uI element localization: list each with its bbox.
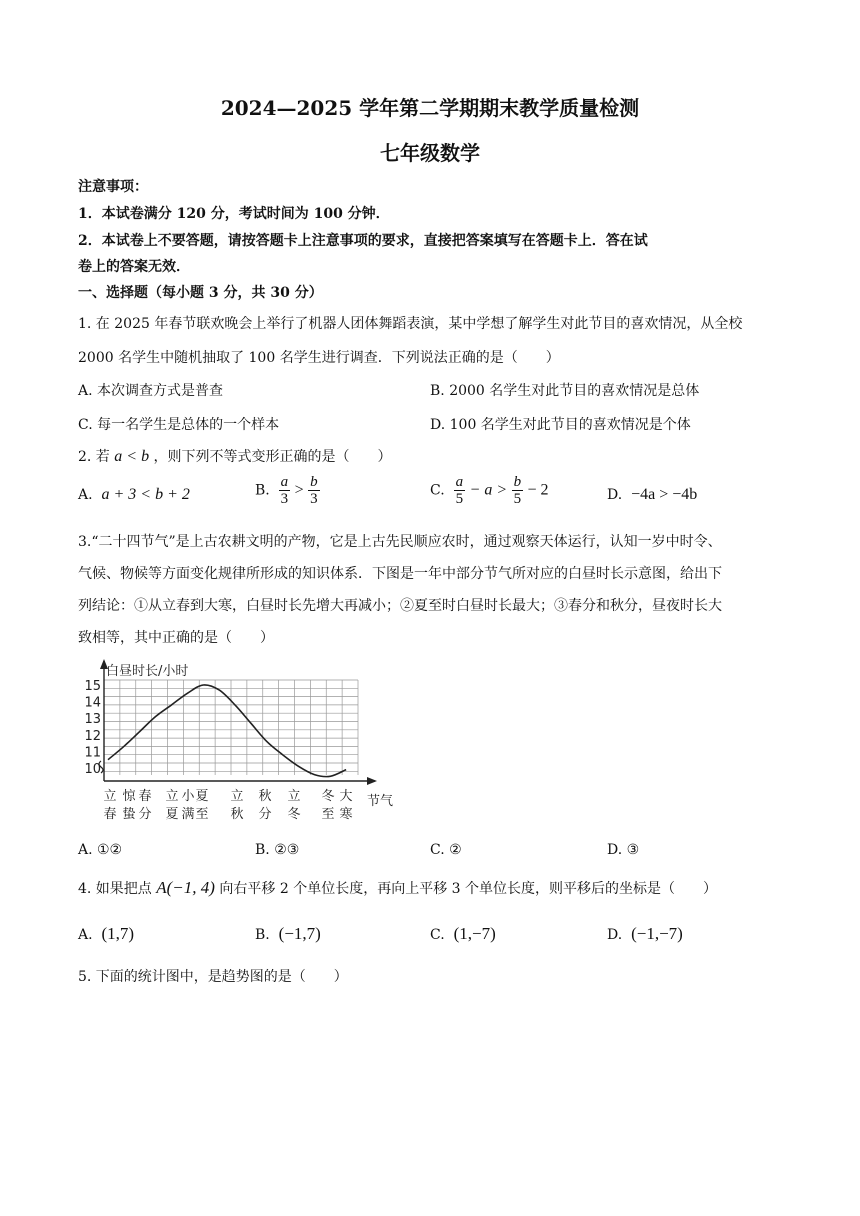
q3-stem-line-3: 列结论：①从立春到大寒，白昼时长先增大再减小；②夏至时白昼时长最大；③春分和秋分，昼夜时长大 — [78, 598, 722, 614]
q4-stem — [78, 878, 717, 898]
chart-grid — [104, 680, 358, 775]
q5-stem: 5. 下面的统计图中，是趋势图的是（ ） — [78, 969, 348, 985]
q4-option-a-expr: (1,7) — [101, 924, 135, 943]
x-tick-label-bottom: 秋 — [230, 807, 244, 822]
q2-option-a-expr: a + 3 < b + 2 — [101, 486, 190, 503]
y-tick-label: 15 — [84, 679, 101, 694]
q3-option-b: B. ②③ — [255, 842, 300, 858]
q2-condition: a < b — [114, 448, 150, 465]
notes-heading: 注意事项： — [78, 179, 148, 195]
q4-option-a — [78, 924, 134, 944]
q2-option-c-den-b: 5 — [513, 491, 522, 507]
y-tick-label: 13 — [84, 712, 101, 728]
section-1-heading: 一、选择题（每小题 3 分，共 30 分） — [78, 285, 323, 301]
q3-stem-line-1: 3.“二十四节气”是上古农耕文明的产物，它是上古先民顺应农时，通过观察天体运行，认知一岁中时令、 — [78, 534, 722, 550]
x-tick-label-bottom: 至 — [321, 807, 335, 822]
q4-option-d-expr: (−1,−7) — [631, 924, 683, 943]
q4-option-c-label: C. — [430, 927, 445, 943]
q1-option-b: B. 2000 名学生对此节目的喜欢情况是总体 — [430, 383, 700, 399]
x-tick-label-top: 立 — [287, 789, 301, 804]
notes-item-2-line-1: 2．本试卷上不要答题，请按答题卡上注意事项的要求，直接把答案填写在答题卡上．答在试 — [78, 233, 648, 249]
x-tick-label-top: 惊 — [122, 789, 136, 804]
q2-option-b-frac-a — [279, 474, 291, 507]
q3-stem-line-2: 气候、物候等方面变化规律所形成的知识体系．下图是一年中部分节气所对应的白昼时长示意图，给出下 — [78, 566, 722, 582]
q2-option-c-num-a: a — [455, 474, 464, 490]
q2-option-c-tail: − 2 — [527, 481, 549, 499]
q2-option-c — [430, 474, 549, 507]
q2-option-b-frac-b — [308, 474, 320, 507]
q1-option-c: C. 每一名学生是总体的一个样本 — [78, 417, 280, 433]
q2-option-d — [607, 486, 697, 504]
q2-option-c-frac-a — [454, 474, 466, 507]
q4-point: A(−1, 4) — [156, 878, 215, 897]
q4-option-c — [430, 924, 496, 944]
q2-option-c-mid: − a > — [469, 481, 508, 499]
q1-option-d: D. 100 名学生对此节目的喜欢情况是个体 — [430, 417, 691, 433]
x-tick-label-top: 立 — [230, 789, 244, 804]
q2-option-c-frac-b — [512, 474, 524, 507]
x-tick-label-bottom: 寒 — [339, 807, 353, 822]
q2-option-a — [78, 486, 190, 504]
q2-option-c-num-b: b — [513, 474, 522, 490]
chart-x-label: 节气 — [367, 794, 394, 809]
q4-option-b-expr: (−1,7) — [278, 924, 321, 943]
page-title: 2024—2025 学年第二学期期末教学质量检测 — [220, 96, 640, 120]
q2-option-b-label: B. — [255, 482, 270, 499]
q2-option-d-expr: −4a > −4b — [631, 486, 698, 503]
q2-stem — [78, 446, 392, 466]
daylight-chart — [70, 655, 410, 830]
x-tick-label-bottom: 至 — [195, 807, 209, 822]
q2-stem-suffix: ，则下列不等式变形正确的是（ ） — [153, 449, 392, 465]
y-tick-label: 14 — [84, 695, 101, 711]
notes-item-1: 1．本试卷满分 120 分，考试时间为 100 分钟． — [78, 206, 390, 222]
x-tick-label-bottom: 满 — [181, 807, 195, 822]
q2-option-b-den-a: 3 — [280, 491, 289, 507]
x-tick-label-top: 夏 — [195, 789, 209, 804]
chart-y-label: 白昼时长/小时 — [106, 664, 189, 679]
x-tick-label-top: 立 — [103, 789, 117, 804]
q2-option-c-label: C. — [430, 482, 445, 499]
x-axis-arrow — [367, 777, 377, 785]
q3-option-a: A. ①② — [78, 842, 123, 858]
q3-option-d: D. ③ — [607, 842, 640, 858]
x-tick-label-bottom: 分 — [138, 807, 152, 822]
x-tick-label-bottom: 冬 — [287, 807, 301, 822]
q2-option-b-op: > — [294, 481, 304, 499]
q2-option-b-num-b: b — [310, 474, 318, 490]
chart-y-ticks — [84, 679, 101, 777]
q2-option-b — [255, 474, 320, 507]
x-tick-label-bottom: 蛰 — [122, 807, 136, 822]
x-tick-label-top: 小 — [181, 789, 195, 804]
q2-option-d-label: D. — [607, 487, 623, 503]
x-tick-label-bottom: 分 — [258, 807, 272, 822]
q1-stem-line-2: 2000 名学生中随机抽取了 100 名学生进行调查．下列说法正确的是（ ） — [78, 350, 560, 366]
q4-option-a-label: A. — [78, 927, 93, 943]
page-subtitle: 七年级数学 — [380, 141, 480, 165]
q4-stem-prefix: 4. 如果把点 — [78, 881, 152, 897]
q4-option-b-label: B. — [255, 927, 270, 943]
x-tick-label-top: 春 — [138, 789, 152, 804]
q3-stem-line-4: 致相等，其中正确的是（ ） — [78, 630, 274, 646]
q2-option-b-den-b: 3 — [310, 491, 318, 507]
q4-option-d — [607, 924, 683, 944]
q4-option-b — [255, 924, 321, 944]
q2-option-b-num-a: a — [280, 474, 289, 490]
y-tick-label: 10 — [84, 762, 101, 777]
q3-option-c: C. ② — [430, 842, 462, 858]
q1-stem-line-1: 1. 在 2025 年春节联欢晚会上举行了机器人团体舞蹈表演，某中学想了解学生对此节目的喜欢情况，从全校 — [78, 316, 743, 332]
x-tick-label-top: 秋 — [258, 789, 272, 804]
q2-option-c-den-a: 5 — [455, 491, 464, 507]
q4-option-d-label: D. — [607, 927, 623, 943]
notes-item-2-line-2: 卷上的答案无效． — [78, 259, 190, 275]
x-tick-label-top: 大 — [339, 789, 353, 804]
x-tick-label-bottom: 夏 — [165, 807, 179, 822]
q2-option-a-label: A. — [78, 487, 93, 503]
q4-option-c-expr: (1,−7) — [453, 924, 496, 943]
chart-x-ticks — [103, 788, 352, 822]
q2-stem-prefix: 2. 若 — [78, 449, 110, 465]
y-tick-label: 12 — [84, 728, 101, 744]
x-tick-label-bottom: 春 — [103, 807, 117, 822]
x-tick-label-top: 冬 — [321, 789, 335, 804]
y-tick-label: 11 — [84, 745, 101, 761]
q1-option-a: A. 本次调查方式是普查 — [78, 383, 224, 399]
q4-stem-suffix: 向右平移 2 个单位长度，再向上平移 3 个单位长度，则平移后的坐标是（ ） — [219, 881, 718, 897]
x-tick-label-top: 立 — [165, 789, 179, 804]
